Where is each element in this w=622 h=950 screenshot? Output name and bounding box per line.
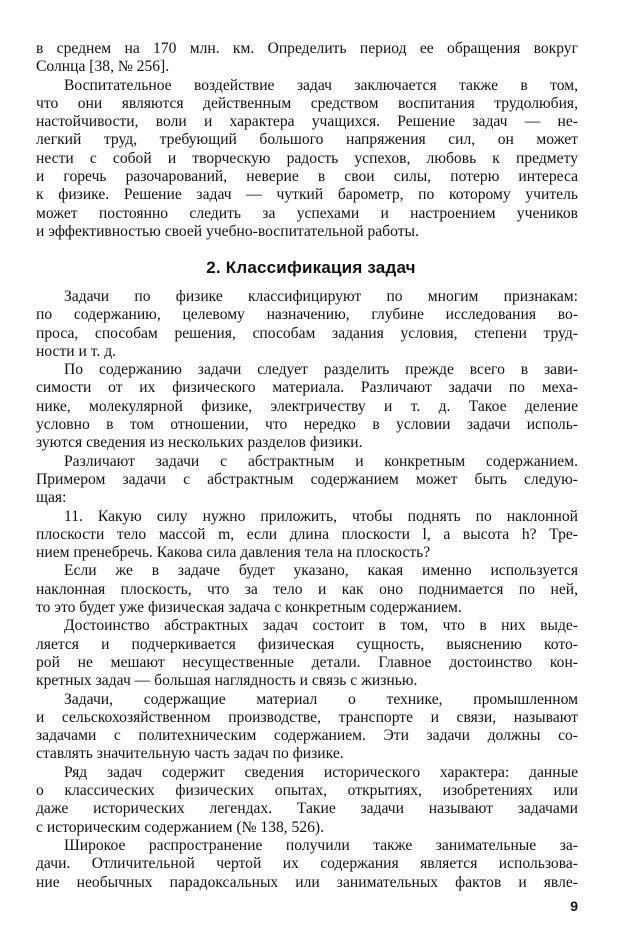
text-line: по содержанию, целевому назначению, глубине исследования во- bbox=[36, 306, 578, 324]
text-line: Солнца [38, № 256]. bbox=[36, 58, 170, 76]
text-line: проса, способам решения, способам задания условия, степени труд- bbox=[36, 324, 578, 342]
text-line: Задачи по физике классифицируют по многим признакам: bbox=[64, 288, 578, 305]
paragraph bbox=[36, 77, 578, 242]
text-line: Широкое распространение получили также занимательные за- bbox=[64, 836, 578, 854]
text-line: щая: bbox=[36, 489, 67, 507]
text-line: даже исторических легендах. Такие задачи называют задачами bbox=[36, 800, 578, 818]
paragraph bbox=[36, 691, 578, 764]
text-line: симости от их физического материала. Различают задачи по меха- bbox=[36, 379, 578, 397]
paragraph bbox=[36, 453, 578, 508]
section-heading: 2. Классификация задач bbox=[206, 258, 416, 277]
text-line: плоскости тело массой m, если длина плоскости l, а высота h? Тре- bbox=[36, 525, 578, 543]
text-line: задачами с политехническим содержанием. Эти задачи должны со- bbox=[36, 727, 578, 745]
text-line: ности и т. д. bbox=[36, 342, 117, 360]
text-line: Ряд задач содержит сведения исторического характера: данные bbox=[64, 763, 578, 781]
text-line: может постоянно следить за успехами и настроением учеников bbox=[36, 204, 578, 222]
text-block-top bbox=[36, 40, 578, 241]
text-line: и сельскохозяйственном производстве, транспорте и связи, называют bbox=[36, 708, 578, 726]
text-line: Достоинство абстрактных задач состоит в том, что в них выде- bbox=[64, 617, 578, 635]
text-line: то это будет уже физическая задача с конкретным содержанием. bbox=[36, 599, 462, 617]
text-line: наклонная плоскость, что за тело и как оно поднимается по ней, bbox=[36, 580, 578, 598]
paragraph bbox=[36, 288, 578, 361]
page-number: 9 bbox=[570, 898, 578, 914]
text-line: 11. Какую силу нужно приложить, чтобы поднять по наклонной bbox=[64, 507, 578, 525]
text-line: нием пренебречь. Какова сила давления тела на плоскость? bbox=[36, 544, 431, 562]
text-block-bottom bbox=[36, 288, 578, 892]
text-line: ние необычных парадоксальных или занимательных фактов и явле- bbox=[36, 873, 578, 891]
text-line: Различают задачи с абстрактным и конкретным содержанием. bbox=[64, 452, 578, 470]
text-line: легкий труд, требующий большого напряжения сил, он может bbox=[36, 131, 578, 149]
text-line: ляется и подчеркивается физическая сущность, выяснению кото- bbox=[36, 635, 578, 653]
text-line: Задачи, содержащие материал о технике, промышленном bbox=[64, 690, 578, 708]
paragraph bbox=[36, 837, 578, 892]
paragraph bbox=[36, 508, 578, 563]
text-line: в среднем на 170 млн. км. Определить период ее обращения вокруг bbox=[36, 40, 578, 57]
paragraph bbox=[36, 562, 578, 617]
text-line: настойчивости, воли и характера учащихся. Решение задач — не- bbox=[36, 113, 578, 131]
paragraph bbox=[36, 361, 578, 452]
text-line: дачи. Отличительной чертой их содержания является использова- bbox=[36, 855, 578, 873]
paragraph bbox=[36, 617, 578, 690]
text-line: ставлять значительную часть задач по физике. bbox=[36, 745, 344, 763]
text-line: кретных задач — большая наглядность и связь с жизнью. bbox=[36, 672, 418, 690]
text-line: Воспитательное воздействие задач заключается также в том, bbox=[64, 76, 578, 94]
text-line: и эффективностью своей учебно-воспитательной работы. bbox=[36, 222, 419, 240]
paragraph bbox=[36, 764, 578, 837]
text-line: условно в том отношении, что нередко в условии задачи исполь- bbox=[36, 416, 578, 434]
text-line: к физике. Решение задач — чуткий барометр, по которому учитель bbox=[36, 186, 578, 204]
text-line: нести с собой и творческую радость успехов, любовь к предмету bbox=[36, 149, 578, 167]
text-line: Если же в задаче будет указано, какая именно используется bbox=[64, 562, 578, 580]
text-line: и горечь разочарований, неверие в свои силы, потерю интереса bbox=[36, 168, 578, 186]
text-line: нике, молекулярной физике, электричеству и т. д. Такое деление bbox=[36, 397, 578, 415]
text-line: о классических физических опытах, открытиях, изобретениях или bbox=[36, 782, 578, 800]
text-line: что они являются действенным средством воспитания трудолюбия, bbox=[36, 94, 578, 112]
text-line: По содержанию задачи следует разделить прежде всего в зави- bbox=[64, 361, 578, 379]
text-line: Примером задачи с абстрактным содержанием может быть следую- bbox=[36, 470, 578, 488]
text-line: с историческим содержанием (№ 138, 526). bbox=[36, 818, 325, 836]
text-line: зуются сведения из нескольких разделов физики. bbox=[36, 434, 363, 452]
text-line: рой не мешают несущественные детали. Главное достоинство кон- bbox=[36, 653, 578, 671]
paragraph bbox=[36, 40, 578, 77]
